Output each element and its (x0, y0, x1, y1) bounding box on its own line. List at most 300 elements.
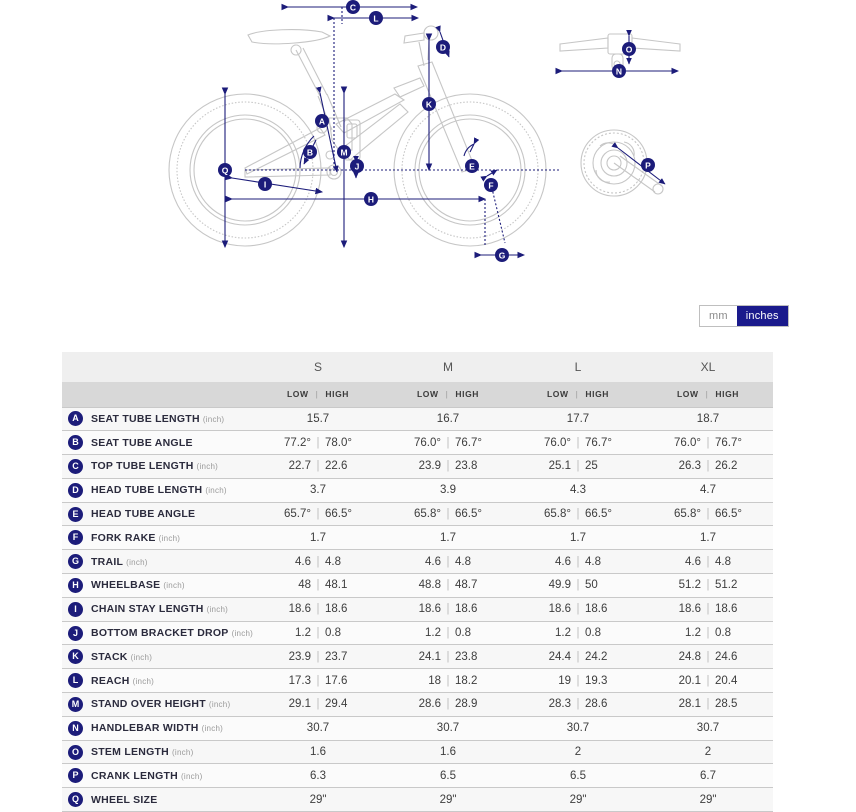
value-separator: | (706, 460, 710, 473)
callout-A (315, 114, 329, 128)
value-separator: | (706, 627, 710, 640)
value-separator: | (316, 603, 320, 616)
value-high: 23.7 (325, 650, 348, 663)
svg-text:Q: Q (221, 165, 229, 176)
value-separator: | (316, 436, 320, 449)
value-separator: | (576, 579, 580, 592)
row-badge-e: E (68, 507, 83, 522)
header-size-l: L (513, 352, 643, 382)
row-value-s (253, 764, 383, 788)
row-value-s (253, 740, 383, 764)
value-low: 4.6 (685, 555, 701, 568)
value-low: 4.6 (295, 555, 311, 568)
value-single: 18.7 (696, 412, 720, 425)
svg-text:A: A (318, 116, 326, 127)
value-single: 29" (309, 793, 327, 806)
unit-toggle[interactable] (699, 305, 789, 327)
value-low: 1.2 (295, 627, 311, 640)
row-value-xl (643, 502, 773, 526)
row-label-unit: (inch) (208, 700, 231, 710)
value-high: 4.8 (455, 555, 471, 568)
row-label-cell (62, 788, 253, 812)
value-separator: | (446, 650, 450, 663)
svg-text:H: H (367, 194, 375, 205)
value-separator: | (446, 555, 450, 568)
value-separator: | (446, 579, 450, 592)
value-single: 29" (439, 793, 457, 806)
row-value-m (383, 740, 513, 764)
svg-text:N: N (615, 66, 623, 77)
value-low: 29.1 (288, 698, 311, 711)
row-label-text: WHEEL SIZE (91, 793, 158, 806)
value-single: 6.5 (570, 769, 586, 782)
row-label-text: REACH (inch) (91, 674, 155, 687)
value-separator: | (316, 460, 320, 473)
svg-text:G: G (498, 250, 506, 261)
table-row (62, 407, 773, 431)
value-low: 18 (428, 674, 441, 687)
svg-text:K: K (425, 99, 433, 110)
value-high: 18.2 (455, 674, 478, 687)
row-value-xl (643, 669, 773, 693)
callout-M (337, 145, 351, 159)
value-high: 50 (585, 579, 598, 592)
row-badge-a: A (68, 411, 83, 426)
svg-text:F: F (488, 180, 494, 191)
callout-G (495, 248, 509, 262)
row-value-m (383, 669, 513, 693)
row-value-l (513, 502, 643, 526)
callout-L (369, 11, 383, 25)
header-high: HIGH (585, 389, 610, 400)
row-value-s (253, 716, 383, 740)
row-label-unit: (inch) (172, 748, 194, 758)
value-low: 76.0° (414, 436, 441, 449)
unit-toggle-inches[interactable]: inches (737, 306, 788, 326)
value-single: 1.7 (310, 531, 326, 544)
value-single: 15.7 (306, 412, 330, 425)
value-low: 19 (558, 674, 571, 687)
value-separator: | (706, 508, 710, 521)
row-label-cell (62, 431, 253, 455)
callout-P (641, 158, 655, 172)
value-high: 26.2 (715, 460, 738, 473)
value-low: 51.2 (678, 579, 701, 592)
row-value-l (513, 597, 643, 621)
row-label-unit: (inch) (206, 605, 229, 615)
row-value-xl (643, 740, 773, 764)
value-low: 4.6 (425, 555, 441, 568)
row-value-xl (643, 597, 773, 621)
value-low: 65.8° (544, 508, 571, 521)
header-size-xl: XL (643, 352, 773, 382)
table-row (62, 478, 773, 502)
value-separator: | (446, 603, 450, 616)
value-low: 22.7 (288, 460, 311, 473)
value-single: 6.7 (700, 769, 716, 782)
row-badge-j: J (68, 626, 83, 641)
value-low: 24.4 (548, 650, 571, 663)
value-low: 28.1 (678, 698, 701, 711)
table-body (62, 407, 773, 812)
value-single: 3.9 (440, 484, 456, 497)
table-header (62, 352, 773, 407)
row-label-cell (62, 502, 253, 526)
table-row (62, 669, 773, 693)
value-separator: | (446, 508, 450, 521)
row-badge-d: D (68, 483, 83, 498)
row-label-cell (62, 669, 253, 693)
row-value-s (253, 669, 383, 693)
value-low: 65.8° (674, 508, 701, 521)
value-separator: | (576, 698, 580, 711)
value-separator: | (316, 650, 320, 663)
callout-Q-wheel (218, 163, 232, 177)
value-low: 28.6 (418, 698, 441, 711)
row-label-text: BOTTOM BRACKET DROP (inch) (91, 627, 254, 640)
value-single: 4.7 (700, 484, 716, 497)
callout-K (422, 97, 436, 111)
row-label-text: STACK (inch) (91, 650, 153, 663)
header-row-low-high (62, 382, 773, 407)
value-high: 28.5 (715, 698, 738, 711)
svg-text:D: D (439, 42, 447, 53)
row-badge-m: M (68, 697, 83, 712)
table-row (62, 740, 773, 764)
row-value-l (513, 621, 643, 645)
value-high: 78.0° (325, 436, 352, 449)
header-low: LOW (416, 389, 439, 400)
value-high: 66.5° (325, 508, 352, 521)
value-separator: | (706, 436, 710, 449)
row-badge-g: G (68, 554, 83, 569)
table-row (62, 574, 773, 598)
value-low: 76.0° (674, 436, 701, 449)
header-lowhigh-s (253, 382, 383, 407)
value-high: 66.5° (455, 508, 482, 521)
row-value-m (383, 645, 513, 669)
value-high: 48.7 (455, 579, 478, 592)
header-lowhigh-m (383, 382, 513, 407)
svg-text:P: P (645, 160, 651, 171)
row-label-unit: (inch) (201, 724, 224, 734)
row-value-l (513, 645, 643, 669)
value-low: 23.9 (418, 460, 441, 473)
value-single: 1.7 (570, 531, 586, 544)
row-badge-o: O (68, 745, 83, 760)
row-badge-q: Q (68, 792, 83, 807)
value-low: 18.6 (288, 603, 311, 616)
value-single: 29" (699, 793, 717, 806)
header-separator: | (445, 389, 449, 400)
value-high: 22.6 (325, 460, 348, 473)
svg-text:C: C (349, 2, 357, 13)
row-label-unit: (inch) (126, 557, 148, 567)
table-row (62, 526, 773, 550)
value-high: 51.2 (715, 579, 738, 592)
row-label-text: CHAIN STAY LENGTH (inch) (91, 603, 229, 616)
row-value-m (383, 478, 513, 502)
row-value-s (253, 502, 383, 526)
row-value-xl (643, 716, 773, 740)
svg-text:O: O (625, 44, 633, 55)
header-size-s: S (253, 352, 383, 382)
svg-text:J: J (354, 161, 360, 172)
header-lowhigh-label-col (62, 382, 253, 407)
value-low: 48 (298, 579, 311, 592)
row-badge-c: C (68, 459, 83, 474)
value-separator: | (576, 674, 580, 687)
row-value-l (513, 716, 643, 740)
callout-C (346, 0, 360, 14)
row-value-s (253, 597, 383, 621)
value-high: 4.8 (585, 555, 601, 568)
value-separator: | (446, 698, 450, 711)
row-label-text: FORK RAKE (inch) (91, 531, 181, 544)
value-high: 28.6 (585, 698, 608, 711)
row-label-cell (62, 407, 253, 431)
value-separator: | (316, 674, 320, 687)
row-label-cell (62, 478, 253, 502)
row-label-text: SEAT TUBE LENGTH (inch) (91, 412, 225, 425)
table-row (62, 788, 773, 812)
row-value-l (513, 764, 643, 788)
value-separator: | (576, 460, 580, 473)
row-value-s (253, 645, 383, 669)
table-row (62, 502, 773, 526)
value-low: 23.9 (288, 650, 311, 663)
value-low: 18.6 (678, 603, 701, 616)
header-lowhigh-xl (643, 382, 773, 407)
row-value-s (253, 455, 383, 479)
row-value-s (253, 621, 383, 645)
value-single: 6.5 (440, 769, 456, 782)
row-label-unit: (inch) (231, 629, 254, 639)
row-value-l (513, 788, 643, 812)
row-label-cell (62, 740, 253, 764)
value-single: 4.3 (570, 484, 586, 497)
row-badge-p: P (68, 768, 83, 783)
value-separator: | (576, 650, 580, 663)
value-high: 29.4 (325, 698, 348, 711)
row-value-m (383, 574, 513, 598)
table-row (62, 716, 773, 740)
row-value-s (253, 431, 383, 455)
table-row (62, 550, 773, 574)
row-label-cell (62, 526, 253, 550)
svg-text:L: L (373, 13, 379, 24)
value-single: 16.7 (436, 412, 460, 425)
table-row (62, 645, 773, 669)
row-label-text: HEAD TUBE LENGTH (inch) (91, 484, 227, 497)
value-separator: | (316, 627, 320, 640)
row-badge-n: N (68, 721, 83, 736)
row-value-l (513, 574, 643, 598)
value-high: 18.6 (585, 603, 608, 616)
svg-text:E: E (469, 161, 475, 172)
row-value-m (383, 716, 513, 740)
value-low: 18.6 (418, 603, 441, 616)
value-high: 76.7° (585, 436, 612, 449)
value-low: 26.3 (678, 460, 701, 473)
row-value-xl (643, 478, 773, 502)
value-separator: | (576, 555, 580, 568)
value-single: 1.7 (700, 531, 716, 544)
row-label-text: HANDLEBAR WIDTH (inch) (91, 722, 224, 735)
table-row (62, 455, 773, 479)
row-value-s (253, 693, 383, 717)
value-low: 77.2° (284, 436, 311, 449)
value-high: 4.8 (715, 555, 731, 568)
row-label-text: WHEELBASE (inch) (91, 579, 185, 592)
value-low: 1.2 (555, 627, 571, 640)
callout-E (465, 159, 479, 173)
value-high: 66.5° (585, 508, 612, 521)
row-value-l (513, 693, 643, 717)
row-label-cell (62, 693, 253, 717)
row-label-text: SEAT TUBE ANGLE (91, 436, 193, 449)
row-value-s (253, 788, 383, 812)
value-separator: | (316, 555, 320, 568)
header-row-sizes (62, 352, 773, 382)
value-low: 20.1 (678, 674, 701, 687)
header-low: LOW (286, 389, 309, 400)
value-separator: | (446, 674, 450, 687)
callout-I (258, 177, 272, 191)
row-value-m (383, 788, 513, 812)
table-row (62, 764, 773, 788)
row-label-unit: (inch) (132, 676, 155, 686)
row-label-cell (62, 574, 253, 598)
callout-H (364, 192, 378, 206)
row-value-m (383, 407, 513, 431)
header-high: HIGH (325, 389, 350, 400)
row-label-unit: (inch) (181, 771, 203, 781)
value-low: 65.7° (284, 508, 311, 521)
table-row (62, 621, 773, 645)
row-value-s (253, 526, 383, 550)
callout-F (484, 178, 498, 192)
row-label-text: TOP TUBE LENGTH (inch) (91, 460, 219, 473)
row-value-m (383, 621, 513, 645)
callout-O (622, 42, 636, 56)
value-separator: | (316, 508, 320, 521)
row-value-xl (643, 693, 773, 717)
value-separator: | (316, 579, 320, 592)
row-label-unit: (inch) (130, 652, 153, 662)
row-value-xl (643, 645, 773, 669)
value-high: 76.7° (715, 436, 742, 449)
row-value-xl (643, 526, 773, 550)
table-row (62, 431, 773, 455)
value-single: 1.7 (440, 531, 456, 544)
value-separator: | (446, 436, 450, 449)
row-label-cell (62, 455, 253, 479)
row-value-m (383, 526, 513, 550)
row-value-xl (643, 431, 773, 455)
value-low: 24.8 (678, 650, 701, 663)
row-value-m (383, 550, 513, 574)
row-label-unit: (inch) (205, 486, 227, 496)
row-value-xl (643, 407, 773, 431)
value-high: 25 (585, 460, 598, 473)
value-separator: | (706, 650, 710, 663)
row-label-unit: (inch) (202, 414, 225, 424)
row-value-xl (643, 455, 773, 479)
bike-geometry-diagram (0, 0, 856, 290)
callout-N (612, 64, 626, 78)
value-low: 24.1 (418, 650, 441, 663)
row-label-unit: (inch) (158, 533, 181, 543)
header-low: LOW (546, 389, 569, 400)
value-single: 2 (574, 746, 582, 759)
table-row (62, 597, 773, 621)
value-high: 18.6 (325, 603, 348, 616)
value-single: 30.7 (436, 722, 460, 735)
value-low: 4.6 (555, 555, 571, 568)
row-badge-f: F (68, 530, 83, 545)
row-value-m (383, 455, 513, 479)
value-single: 17.7 (566, 412, 590, 425)
row-label-cell (62, 764, 253, 788)
value-single: 2 (704, 746, 712, 759)
value-separator: | (576, 436, 580, 449)
value-low: 76.0° (544, 436, 571, 449)
value-single: 1.6 (310, 746, 326, 759)
value-single: 1.6 (440, 746, 456, 759)
row-value-s (253, 574, 383, 598)
value-high: 48.1 (325, 579, 348, 592)
row-value-s (253, 407, 383, 431)
value-single: 6.3 (310, 769, 326, 782)
value-high: 20.4 (715, 674, 738, 687)
callout-J (350, 159, 364, 173)
row-value-s (253, 478, 383, 502)
value-single: 30.7 (566, 722, 590, 735)
value-high: 17.6 (325, 674, 348, 687)
value-low: 1.2 (425, 627, 441, 640)
row-value-l (513, 455, 643, 479)
header-high: HIGH (455, 389, 480, 400)
value-high: 66.5° (715, 508, 742, 521)
row-value-l (513, 669, 643, 693)
row-label-cell (62, 645, 253, 669)
value-low: 49.9 (548, 579, 571, 592)
callout-B (303, 145, 317, 159)
value-high: 18.6 (715, 603, 738, 616)
row-badge-b: B (68, 435, 83, 450)
row-value-m (383, 597, 513, 621)
value-separator: | (706, 555, 710, 568)
row-value-l (513, 431, 643, 455)
value-high: 24.2 (585, 650, 608, 663)
row-badge-h: H (68, 578, 83, 593)
header-size-m: M (383, 352, 513, 382)
value-high: 0.8 (585, 627, 601, 640)
row-value-xl (643, 788, 773, 812)
header-low: LOW (676, 389, 699, 400)
value-separator: | (576, 508, 580, 521)
unit-toggle-mm[interactable]: mm (700, 306, 737, 326)
header-label-col (62, 352, 253, 382)
row-label-unit: (inch) (163, 581, 185, 591)
value-low: 25.1 (548, 460, 571, 473)
value-single: 30.7 (696, 722, 720, 735)
row-badge-l: L (68, 673, 83, 688)
value-separator: | (316, 698, 320, 711)
row-value-m (383, 693, 513, 717)
value-high: 0.8 (325, 627, 341, 640)
